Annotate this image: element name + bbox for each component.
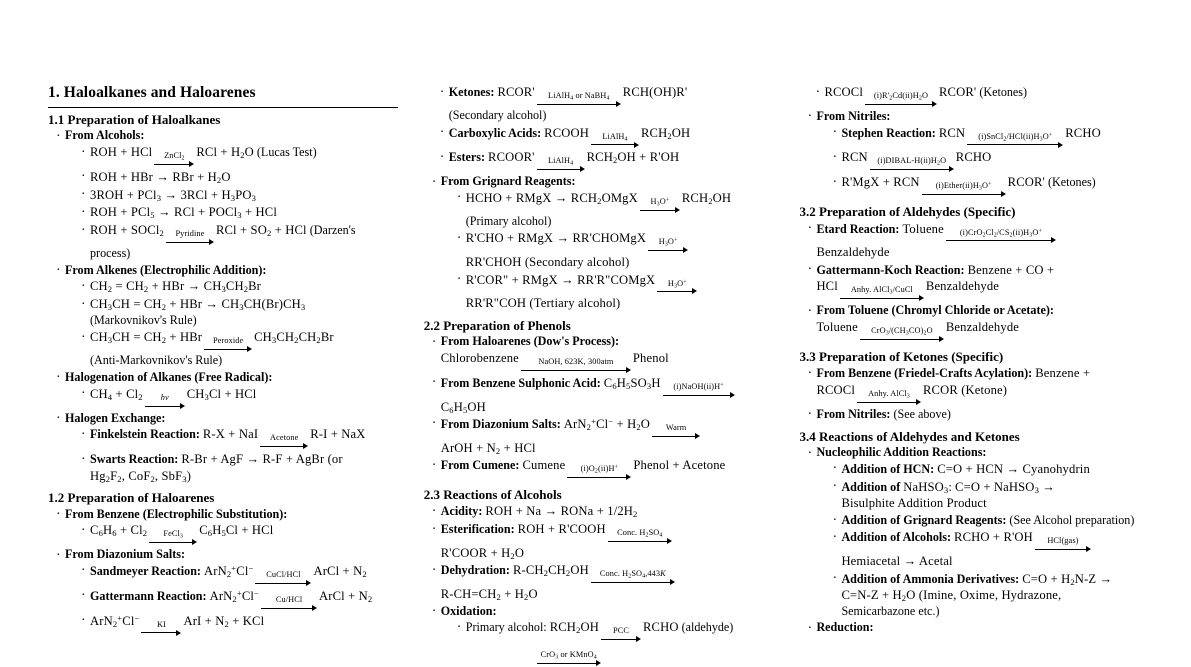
reaction-item-esters: · Esters: RCOOR' LiAlH$_4$ $RCH_2OH + R'OH$ bbox=[440, 149, 774, 173]
column-2 bbox=[423, 84, 774, 661]
list-3-3 bbox=[799, 365, 1160, 422]
group-label: From Benzene (Electrophilic Substitution): bbox=[65, 506, 288, 521]
list-1-1 bbox=[48, 128, 398, 484]
reaction-arrow: (i)NaOH(ii)H+ bbox=[663, 383, 735, 399]
reaction-arrow: Anhy. AlCl$_3$/CuCl bbox=[840, 286, 924, 302]
reaction-item-acidity: · Acidity: ROH + Na → RONa + $1/2H_2$ bbox=[432, 503, 774, 520]
group-reduction bbox=[807, 620, 1160, 636]
reaction-item: · $CH_2 = CH_2$ + HBr → $CH_3CH_2Br$ bbox=[81, 278, 398, 295]
reaction-arrow: $(i)R'_2Cd(ii)H_2O$ bbox=[865, 92, 937, 108]
group-oxidation bbox=[432, 604, 774, 667]
reaction-list bbox=[65, 278, 398, 369]
reaction-name: From Benzene Sulphonic Acid: bbox=[440, 375, 601, 390]
group-from-benzene bbox=[56, 507, 398, 547]
reaction-item-swarts: · Swarts Reaction: R-Br + AgF → R-F + AgBr (or $Hg_2F_2$, CoF$_2$, SbF$_3$) bbox=[81, 451, 398, 484]
reaction-item-hcn: · Addition of HCN: C=O + HCN → Cyanohydrin bbox=[832, 461, 1160, 478]
reaction-item-from-toluene: · From Toluene (Chromyl Chloride or Acetate): Toluene $CrO_3/(CH_3CO)_2O$ Benzaldehyde bbox=[807, 303, 1160, 343]
reaction-item-finkelstein: · Finkelstein Reaction: R-X + NaI Acetone R-I + NaX bbox=[81, 426, 398, 450]
list-2-2 bbox=[424, 334, 774, 481]
reaction-item-ketones: · Ketones: RCOR' LiAlH$_4$ or NaBH$_4$ RCH(OH)R' (Secondary alcohol) bbox=[440, 84, 774, 124]
reaction-name: Gattermann Reaction: bbox=[90, 588, 207, 603]
reaction-name: From Benzene (Friedel-Crafts Acylation): bbox=[816, 366, 1033, 381]
reaction-name: From Nitriles: bbox=[816, 406, 891, 421]
group-from-alkenes bbox=[56, 263, 398, 369]
reaction-name: Esters: bbox=[448, 150, 485, 165]
reaction-list bbox=[441, 619, 774, 667]
reaction-arrow: CrO$_3$ or KMnO$_4$ bbox=[537, 651, 601, 667]
reaction-name: Gattermann-Koch Reaction: bbox=[816, 262, 965, 277]
group-from-grignard-reagents bbox=[432, 174, 774, 312]
group-from-haloarenes: · From Haloarenes (Dow's Process): Chlorobenzene NaOH, 623K, 300atm Phenol bbox=[432, 334, 774, 374]
group-label: From Grignard Reagents: bbox=[440, 174, 576, 189]
reaction-name: From Diazonium Salts: bbox=[440, 416, 561, 431]
reaction-name: Addition of HCN: bbox=[841, 461, 935, 476]
group-from-alcohols bbox=[56, 128, 398, 261]
reaction-item: · HCHO + RMgX → $RCH_2OMgX$ $H_3O^+$ $RCH_2OH$ (Primary alcohol) bbox=[457, 190, 774, 230]
reaction-arrow: $(i)O_2(ii)H^+$ bbox=[567, 465, 631, 481]
reaction-arrow: $H_3O^+$ bbox=[648, 238, 688, 254]
section-heading-1-2: 1.2 Preparation of Haloarenes bbox=[48, 490, 215, 506]
group-from-nitriles bbox=[807, 109, 1160, 198]
reaction-name: Ketones: bbox=[448, 85, 495, 99]
reaction-item: · $3ROH + PCl_3 \to 3RCl + H_3PO_3$ bbox=[81, 187, 398, 204]
group-label: From Nitriles: bbox=[816, 108, 891, 123]
list-3-4 bbox=[799, 445, 1160, 636]
clipped-reagent-row bbox=[457, 644, 774, 667]
page-title: 1. Haloalkanes and Haloarenes bbox=[48, 84, 398, 108]
reaction-arrow: $(i)SnCl_2/HCl(ii)H_3O^+$ bbox=[967, 133, 1063, 149]
reaction-arrow: $CrO_3/(CH_3CO)_2O$ bbox=[860, 327, 944, 343]
reaction-arrow: NaOH, 623K, 300atm bbox=[521, 358, 631, 374]
group-halogenation-alkanes bbox=[56, 370, 398, 410]
group-halogen-exchange bbox=[56, 411, 398, 485]
section-heading-2-2: 2.2 Preparation of Phenols bbox=[423, 317, 571, 333]
reaction-arrow: LiAlH$_4$ bbox=[537, 157, 585, 173]
reaction-arrow: hν bbox=[145, 394, 185, 410]
list-from-nitriles bbox=[799, 109, 1160, 198]
group-label: Oxidation: bbox=[440, 603, 497, 618]
reaction-item: · ROH + SOCl$_2$ Pyridine RCl + $SO_2$ + HCl (Darzen's process) bbox=[81, 222, 398, 262]
list-3-2 bbox=[799, 221, 1160, 343]
list-reduction-continued bbox=[424, 84, 774, 173]
reaction-item-alcohols: · Addition of Alcohols: RCHO + R'OH HCl(gas) Hemiacetal → Acetal bbox=[832, 529, 1160, 569]
reaction-arrow: Pyridine bbox=[166, 230, 214, 246]
reaction-item: · ROH + HCl ZnCl$_2$ RCl + $H_2O$ (Lucas Test) bbox=[81, 144, 398, 168]
reaction-item: · ROH + PCl$_5$ → RCl + POCl$_3$ + HCl bbox=[81, 204, 398, 221]
reaction-arrow: Peroxide bbox=[204, 337, 252, 353]
reaction-arrow: KI bbox=[141, 621, 181, 637]
reaction-item: · $CH_4 + Cl_2$ hν $CH_3Cl$ + HCl bbox=[81, 386, 398, 410]
list-1-2 bbox=[48, 507, 398, 637]
reaction-note: (See Alcohol preparation) bbox=[1009, 512, 1135, 527]
reaction-arrow: $(i)DIBAL-H(ii)H_2O$ bbox=[870, 157, 954, 173]
reaction-arrow: LiAlH$_4$ bbox=[591, 133, 639, 149]
reaction-item: · RCOCl $(i)R'_2Cd(ii)H_2O$ RCOR' (Ketones) bbox=[815, 84, 1160, 108]
reaction-arrow: FeCl$_3$ bbox=[149, 530, 197, 546]
reaction-list bbox=[816, 125, 1160, 198]
group-label: Halogenation of Alkanes (Free Radical): bbox=[65, 369, 273, 384]
reaction-arrow: PCC bbox=[601, 627, 641, 643]
reaction-arrow: LiAlH$_4$ or NaBH$_4$ bbox=[537, 92, 621, 108]
reaction-name: Acidity: bbox=[440, 504, 483, 519]
reaction-item-ammonia-derivatives: · Addition of Ammonia Derivatives: $C=O + H_2N-Z$ → $C=N-Z + H_2O$ (Imine, Oxime, Hydrazone, Semicarbazone etc.) bbox=[832, 571, 1160, 620]
group-label: From Diazonium Salts: bbox=[65, 547, 186, 562]
reaction-name: From Toluene (Chromyl Chloride or Acetate): bbox=[816, 303, 1054, 318]
reaction-arrow: Conc. $H_2SO_4$ bbox=[608, 529, 672, 545]
reaction-item-esterification: · Esterification: ROH + R'COOH Conc. $H_2SO_4$ R'COOR + $H_2O$ bbox=[432, 521, 774, 561]
reaction-name: Stephen Reaction: bbox=[841, 125, 936, 140]
section-heading-1-1: 1.1 Preparation of Haloalkanes bbox=[48, 111, 221, 127]
reaction-arrow: ZnCl$_2$ bbox=[154, 152, 194, 168]
reaction-item-carboxylic-acids: · Carboxylic Acids: RCOOH LiAlH$_4$ $RCH_2OH$ bbox=[440, 125, 774, 149]
section-heading-3-2: 3.2 Preparation of Aldehydes (Specific) bbox=[799, 203, 1016, 219]
reaction-list bbox=[65, 144, 398, 261]
reaction-note: (See above) bbox=[893, 406, 951, 421]
reaction-arrow: CuCl/HCl bbox=[255, 571, 311, 587]
reaction-item-nahso3: · Addition of NaHSO$_3$: C=O + NaHSO$_3$ → Bisulphite Addition Product bbox=[832, 479, 1160, 512]
reaction-item-etard: · Etard Reaction: Toluene $(i)CrO_2Cl_2/CS_2(ii)H_3O^+$ Benzaldehyde bbox=[807, 221, 1160, 261]
reaction-list bbox=[65, 563, 398, 636]
column-3 bbox=[799, 84, 1160, 635]
reaction-name: Sandmeyer Reaction: bbox=[90, 563, 201, 578]
reaction-name: From Cumene: bbox=[440, 458, 520, 473]
section-heading-2-3: 2.3 Reactions of Alcohols bbox=[423, 486, 562, 502]
reaction-item: · ROH + HBr → RBr + $H_2O$ bbox=[81, 169, 398, 186]
reaction-item: · R'COR" + RMgX → RR'R"COMgX $H_3O^+$ RR'R"COH (Tertiary alcohol) bbox=[457, 272, 774, 312]
reaction-name: Addition of Alcohols: bbox=[841, 530, 951, 545]
reaction-item-friedel-crafts: · From Benzene (Friedel-Crafts Acylation): Benzene + RCOCl Anhy. AlCl$_3$ RCOR (Ketone) bbox=[807, 365, 1160, 406]
reaction-list bbox=[65, 386, 398, 410]
reaction-item: · ArN$_2$+Cl− KI ArI + $N_2$ + KCl bbox=[81, 613, 398, 637]
list-acyl-chloride-continued bbox=[799, 84, 1160, 108]
reaction-item-grignard-ref bbox=[832, 513, 1160, 529]
reaction-item: · R'CHO + RMgX → RR'CHOMgX $H_3O^+$ RR'CHOH (Secondary alcohol) bbox=[457, 230, 774, 270]
list-2-3 bbox=[424, 503, 774, 666]
section-heading-3-3: 3.3 Preparation of Ketones (Specific) bbox=[799, 348, 1004, 364]
reaction-name: Primary alcohol: bbox=[465, 620, 547, 635]
reaction-name: Dehydration: bbox=[440, 563, 510, 578]
group-label: From Haloarenes (Dow's Process): bbox=[440, 334, 620, 349]
reaction-arrow: $(i)CrO_2Cl_2/CS_2(ii)H_3O^+$ bbox=[946, 229, 1056, 245]
reaction-name: Esterification: bbox=[440, 522, 515, 537]
reaction-item-benzene-sulphonic: · From Benzene Sulphonic Acid: $C_6H_5SO_3H$ (i)NaOH(ii)H+ $C_6H_5OH$ bbox=[432, 375, 774, 415]
reaction-item: · $CH_3CH = CH_2$ + HBr → $CH_3CH(Br)CH_3$ (Markovnikov's Rule) bbox=[81, 296, 398, 328]
reaction-name: Etard Reaction: bbox=[816, 221, 900, 236]
reaction-item-gattermann-koch: · Gattermann-Koch Reaction: Benzene + CO + HCl Anhy. AlCl$_3$/CuCl Benzaldehyde bbox=[807, 262, 1160, 303]
group-label: From Alcohols: bbox=[65, 128, 145, 143]
group-label: Reduction: bbox=[816, 620, 874, 635]
reaction-arrow: Anhy. AlCl$_3$ bbox=[857, 390, 921, 406]
reaction-name: Swarts Reaction: bbox=[90, 452, 179, 467]
reaction-item-cumene: · From Cumene: Cumene $(i)O_2(ii)H^+$ Phenol + Acetone bbox=[432, 457, 774, 481]
reaction-name: Addition of Ammonia Derivatives: bbox=[841, 571, 1020, 586]
group-label: From Alkenes (Electrophilic Addition): bbox=[65, 262, 267, 277]
reaction-list bbox=[65, 522, 398, 546]
group-label: Halogen Exchange: bbox=[65, 410, 166, 425]
reaction-arrow: $H_3O^+$ bbox=[640, 198, 680, 214]
list-grignard bbox=[424, 174, 774, 312]
reaction-arrow: HCl(gas) bbox=[1035, 537, 1091, 553]
reaction-item-primary-alcohol: · Primary alcohol: $RCH_2OH$ PCC RCHO (aldehyde) bbox=[457, 619, 774, 643]
reaction-arrow: Conc. $H_2SO_4,443K$ bbox=[591, 570, 675, 586]
reaction-item-nitriles-ref bbox=[807, 407, 1160, 423]
reaction-arrow: $(i)Ether(ii)H_3O^+$ bbox=[922, 182, 1006, 198]
section-heading-3-4: 3.4 Reactions of Aldehydes and Ketones bbox=[799, 428, 1020, 444]
reaction-name: Carboxylic Acids: bbox=[448, 125, 542, 140]
reaction-name: Finkelstein Reaction: bbox=[90, 427, 200, 442]
reaction-item-dehydration: · Dehydration: $R-CH_2CH_2OH$ Conc. $H_2SO_4,443K$ $R-CH=CH_2 + H_2O$ bbox=[432, 562, 774, 602]
reaction-list bbox=[816, 461, 1160, 619]
reaction-left: ROH + HCl bbox=[90, 145, 153, 160]
reaction-item: · R'MgX + RCN $(i)Ether(ii)H_3O^+$ RCOR' (Ketones) bbox=[832, 174, 1160, 198]
reaction-item: · $C_6H_6 + Cl_2$ FeCl$_3$ $C_6H_5Cl$ + HCl bbox=[81, 522, 398, 546]
reaction-list bbox=[441, 190, 774, 312]
reaction-name: Addition of Grignard Reagents: bbox=[841, 512, 1007, 527]
reaction-arrow: Acetone bbox=[260, 434, 308, 450]
reaction-item-stephen: · Stephen Reaction: RCN $(i)SnCl_2/HCl(ii)H_3O^+$ RCHO bbox=[832, 125, 1160, 149]
reaction-item: · RCN $(i)DIBAL-H(ii)H_2O$ RCHO bbox=[832, 149, 1160, 173]
group-label: Nucleophilic Addition Reactions: bbox=[816, 445, 987, 460]
reaction-item-sandmeyer: · Sandmeyer Reaction: ArN$_2$+Cl− CuCl/HCl ArCl + $N_2$ bbox=[81, 563, 398, 587]
reaction-note: (Lucas Test) bbox=[256, 145, 317, 160]
reaction-arrow: $H_3O^+$ bbox=[657, 280, 697, 296]
column-1 bbox=[48, 84, 398, 629]
reaction-item: · $CH_3CH = CH_2$ + HBr Peroxide $CH_3CH_2CH_2Br$ (Anti-Markovnikov's Rule) bbox=[81, 329, 398, 369]
group-from-diazonium-salts bbox=[56, 547, 398, 636]
reaction-item-gattermann: · Gattermann Reaction: ArN$_2$+Cl− Cu/HCl ArCl + $N_2$ bbox=[81, 588, 398, 612]
reaction-arrow: Warm bbox=[652, 424, 700, 440]
group-nucleophilic-addition bbox=[807, 445, 1160, 619]
reaction-arrow: Cu/HCl bbox=[261, 596, 317, 612]
reaction-list bbox=[65, 426, 398, 484]
reaction-item-diazonium: · From Diazonium Salts: $ArN_2^+Cl^- + H_2O$ Warm ArOH + $N_2$ + HCl bbox=[432, 416, 774, 456]
three-column-layout bbox=[48, 84, 1160, 661]
